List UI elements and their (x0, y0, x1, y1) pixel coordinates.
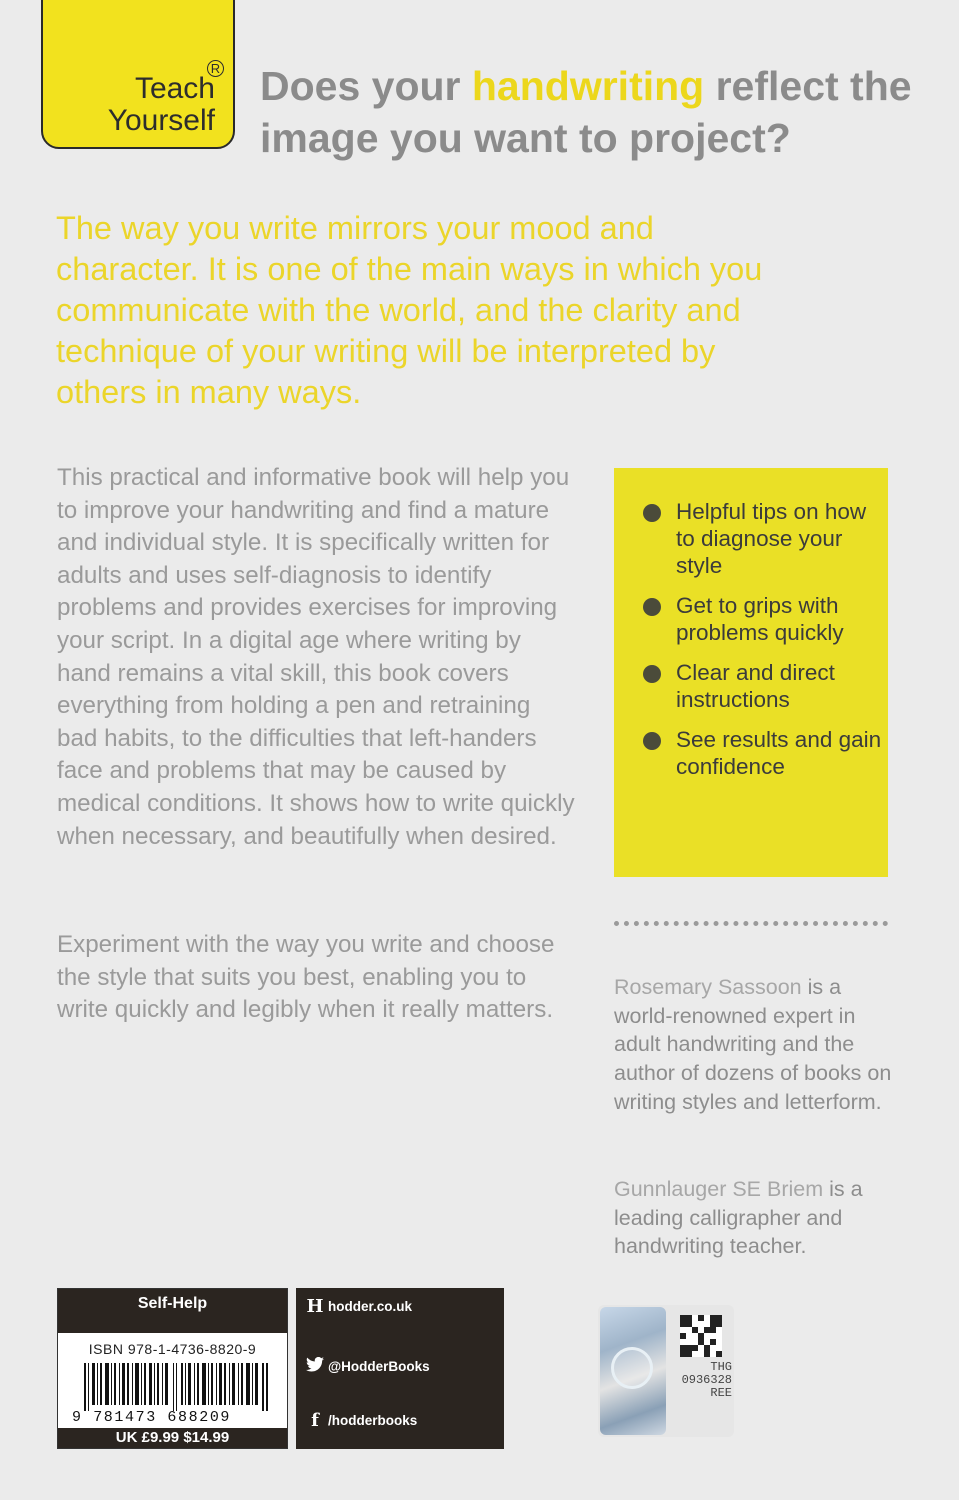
feature-item (614, 726, 888, 780)
security-sticker (598, 1305, 734, 1437)
twitter-label: @HodderBooks (328, 1359, 430, 1374)
author-bio-text: is a leading calligrapher and handwriting teacher. (614, 1177, 863, 1259)
author-bio-text: is a world-renowned expert in adult handwriting and the author of dozens of books on writing styles and letterform. (614, 975, 892, 1114)
headline (260, 60, 950, 164)
price-label: UK £9.99 $14.99 (58, 1428, 287, 1448)
author-name: Rosemary Sassoon (614, 975, 802, 999)
category-label: Self-Help (58, 1289, 287, 1333)
hodder-h-icon: H (306, 1296, 324, 1317)
bullet-icon (643, 665, 661, 683)
facebook-link[interactable] (304, 1410, 417, 1431)
author-bio-sassoon (614, 973, 894, 1117)
website-label: hodder.co.uk (328, 1299, 413, 1314)
bullet-icon (643, 504, 661, 522)
sticker-code (670, 1361, 732, 1400)
barcode-digits: 9 781473 688209 (72, 1409, 232, 1426)
feature-item-label: Get to grips with problems quickly (676, 593, 844, 645)
feature-callout-box (614, 468, 888, 877)
feature-item (614, 659, 888, 713)
headline-part1: Does your (260, 63, 472, 109)
hologram-circle-icon (611, 1347, 653, 1389)
feature-item-label: Clear and direct instructions (676, 660, 835, 712)
feature-item (614, 592, 888, 646)
facebook-f-icon: f (311, 1410, 319, 1431)
sticker-line-1: THG (710, 1360, 732, 1374)
dotted-divider (614, 921, 888, 926)
facebook-label: /hodderbooks (328, 1413, 418, 1428)
feature-item-label: See results and gain confidence (676, 727, 882, 779)
hologram-icon (600, 1307, 666, 1435)
feature-item (614, 498, 888, 579)
twitter-link[interactable] (304, 1356, 430, 1377)
bullet-icon (643, 598, 661, 616)
feature-item-label: Helpful tips on how to diagnose your style (676, 499, 867, 578)
website-link[interactable] (304, 1296, 412, 1317)
logo-line-yourself: Yourself (107, 104, 215, 137)
isbn-text: ISBN 978-1-4736-8820-9 (88, 1341, 257, 1357)
headline-highlight: handwriting (471, 63, 705, 109)
intro-paragraph: The way you write mirrors your mood and character. It is one of the main ways in which you communicate with the world, and the clarity and technique of your writing will be interpreted by others in many ways. (56, 210, 763, 410)
barcode-icon (84, 1363, 268, 1411)
publisher-social-panel (296, 1288, 504, 1449)
registered-mark: R (207, 60, 224, 77)
feature-list (614, 498, 888, 780)
author-bio-briem (614, 1175, 894, 1261)
bullet-icon (643, 732, 661, 750)
body-paragraph-1: This practical and informative book will help you to improve your handwriting and find a mature and individual style. It is specifically written for adults and uses self-diagnosis to identify problems and provides exercises for improving your script. In a digital age where writing by hand remains a vital skill, this book covers everything from holding a pen and retraining bad habits, to the difficulties that left-handers face and problems that may be caused by medical conditions. It shows how to write quickly when necessary, and beautifully when desired. (57, 464, 575, 850)
body-paragraph-2: Experiment with the way you write and choose the style that suits you best, enabling you to write quickly and legibly when it really matters. (57, 931, 555, 1024)
author-name: Gunnlauger SE Briem (614, 1177, 824, 1201)
qr-code-icon (680, 1315, 722, 1357)
headline-part2: reflect the image you want to project? (260, 63, 912, 161)
teach-yourself-logo (41, 0, 235, 149)
sticker-line-3: REE (710, 1386, 732, 1400)
logo-line-teach: Teach (134, 72, 215, 105)
twitter-bird-icon (304, 1356, 326, 1377)
sticker-line-2: 0936328 (681, 1373, 732, 1387)
barcode-panel (57, 1288, 288, 1449)
